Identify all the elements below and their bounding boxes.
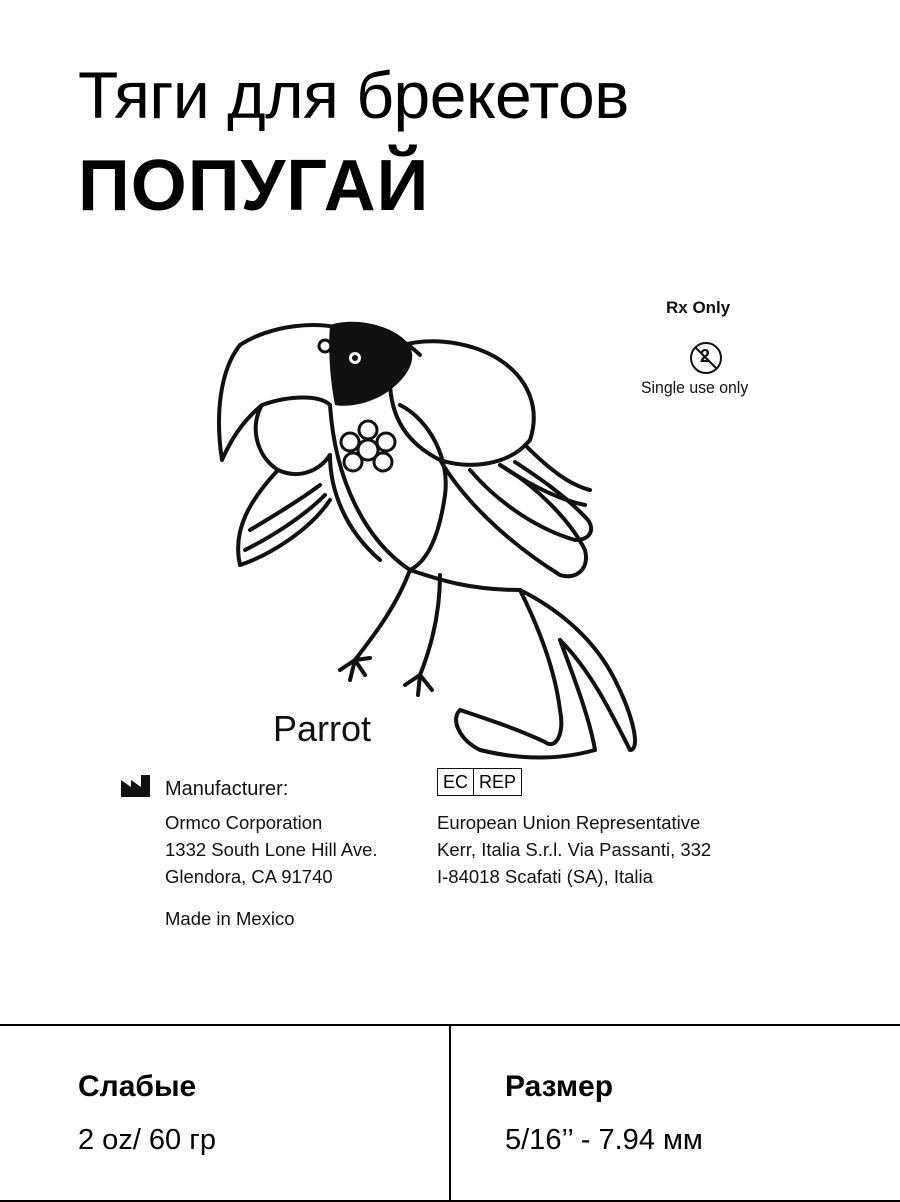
specs-table [0,1024,900,1202]
strength-heading: Слабые [78,1070,197,1103]
ec-rep-symbol [437,768,522,796]
parrot-illustration [0,230,900,1010]
eu-rep-line: Kerr, Italia S.r.l. Via Passanti, 332 [437,839,712,860]
rx-only-label: Rx Only [666,298,731,317]
manufacturer-label: Manufacturer: [165,778,289,800]
single-use-symbol: 2 [700,346,711,366]
made-in-label: Made in Mexico [165,908,295,929]
product-label-name: Parrot [273,708,372,749]
package-label-image [0,230,900,1010]
size-heading: Размер [505,1070,614,1103]
strength-value: 2 oz/ 60 гр [78,1124,216,1156]
manufacturer-line: Glendora, CA 91740 [165,866,333,887]
single-use-label: Single use only [641,378,749,397]
eu-rep-line: European Union Representative [437,812,701,833]
factory-icon [121,775,150,797]
size-value: 5/16’’ - 7.94 мм [505,1124,703,1156]
rep-label: REP [473,769,521,795]
eu-rep-line: I-84018 Scafati (SA), Italia [437,866,653,887]
product-name: ПОПУГАЙ [78,146,430,226]
table-divider [449,1026,451,1202]
manufacturer-line: Ormco Corporation [165,812,323,833]
product-title: Тяги для брекетов [78,58,629,132]
manufacturer-line: 1332 South Lone Hill Ave. [165,839,378,860]
ec-label: EC [443,772,469,792]
